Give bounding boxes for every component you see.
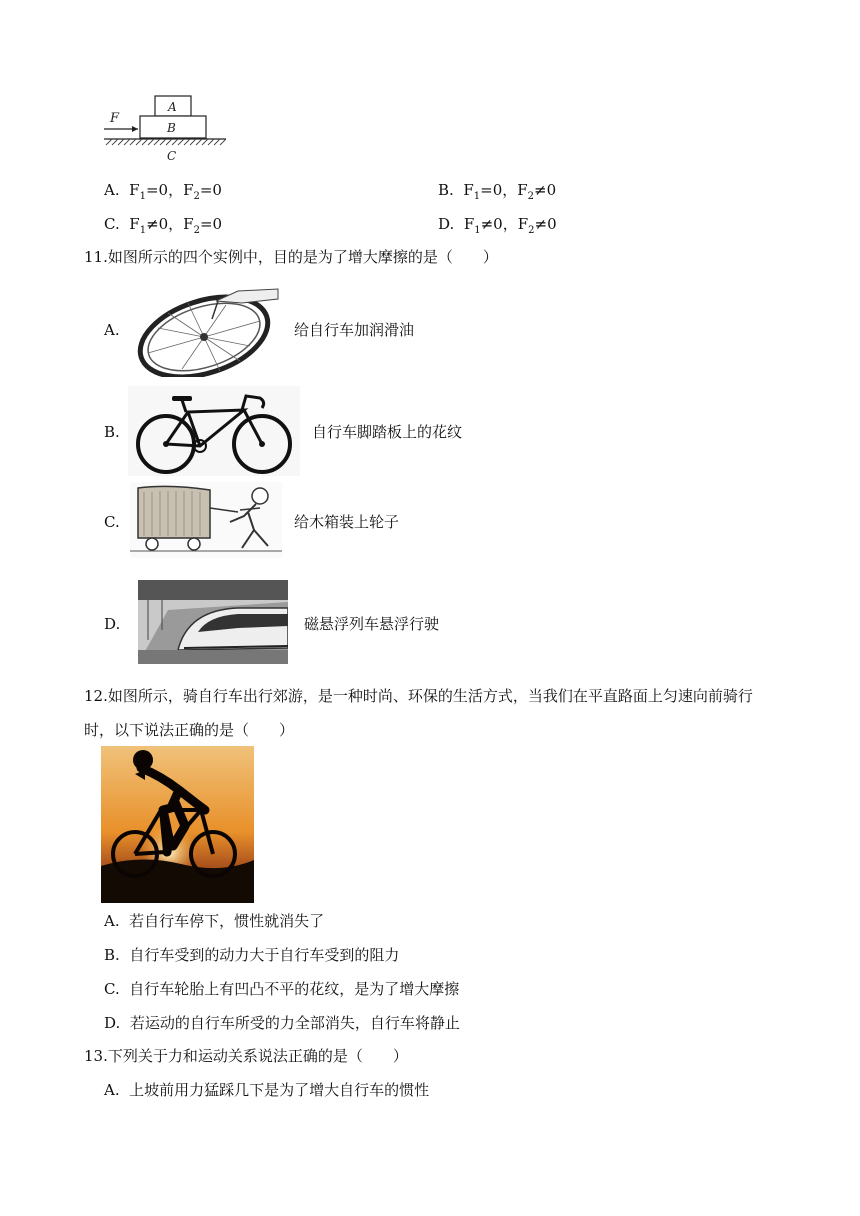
q13-question: 13.下列关于力和运动关系说法正确的是（ ） — [84, 1047, 408, 1065]
q10-option-a[interactable]: A. $F_1=0$，$F_2=0$ — [104, 181, 222, 202]
q11-option-c-caption: 给木箱装上轮子 — [294, 513, 400, 531]
q11-option-d-caption: 磁悬浮列车悬浮行驶 — [304, 615, 440, 633]
q11-option-b-letter[interactable]: B. — [104, 423, 120, 441]
q11-option-c-letter[interactable]: C. — [104, 513, 120, 531]
q13-option-a[interactable]: A. 上坡前用力猛踩几下是为了增大自行车的惯性 — [104, 1081, 430, 1099]
label-c: C — [167, 149, 177, 163]
label-b: B — [167, 121, 176, 135]
q11-option-a-caption: 给自行车加润滑油 — [294, 321, 415, 339]
label-a: A — [168, 100, 177, 114]
q12-question-line1: 12.如图所示，骑自行车出行郊游，是一种时尚、环保的生活方式，当我们在平直路面上匀速向前骑行 — [84, 687, 753, 705]
q12-question-line2: 时，以下说法正确的是（ ） — [84, 721, 295, 739]
q10-option-b[interactable]: B. $F_1=0$，$F_2\ne 0$ — [438, 181, 557, 202]
q10-option-c[interactable]: C. $F_1\ne 0$，$F_2=0$ — [104, 215, 223, 236]
maglev-train-image — [138, 580, 288, 664]
blocks-force-figure — [100, 88, 230, 164]
q11-question: 11.如图所示的四个实例中，目的是为了增大摩擦的是（ ） — [84, 248, 498, 266]
q11-option-b-caption: 自行车脚踏板上的花纹 — [312, 423, 463, 441]
q11-option-a-letter[interactable]: A. — [104, 321, 120, 339]
q12-option-b[interactable]: B. 自行车受到的动力大于自行车受到的阻力 — [104, 946, 400, 964]
q12-option-d[interactable]: D. 若运动的自行车所受的力全部消失，自行车将静止 — [104, 1014, 460, 1032]
wheeled-box-image — [130, 482, 282, 558]
q12-option-c[interactable]: C. 自行车轮胎上有凹凸不平的花纹，是为了增大摩擦 — [104, 980, 460, 998]
q11-option-d-letter[interactable]: D. — [104, 615, 121, 633]
q10-option-d[interactable]: D. $F_1\ne 0$，$F_2\ne 0$ — [438, 215, 557, 236]
cyclist-sunset-photo — [101, 746, 254, 903]
label-f: F — [110, 111, 120, 126]
bicycle-image — [128, 386, 300, 476]
q12-option-a[interactable]: A. 若自行车停下，惯性就消失了 — [104, 912, 325, 930]
oiling-wheel-image — [128, 283, 283, 377]
